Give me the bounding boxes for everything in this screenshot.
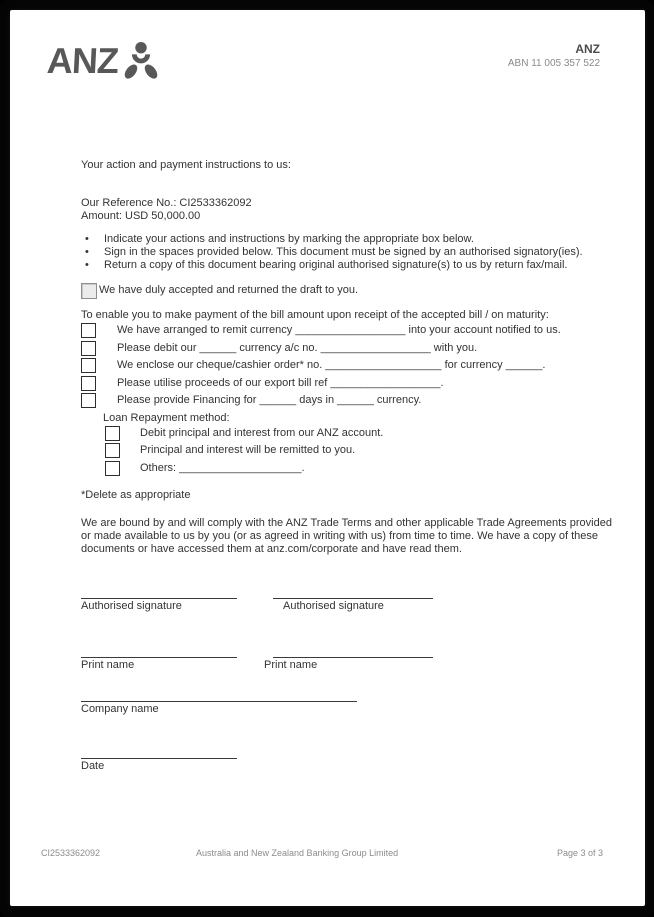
print-name-label: Print name xyxy=(264,659,318,671)
print-name-line[interactable] xyxy=(81,645,237,658)
bullet-item xyxy=(81,259,611,272)
company-name-label: Company name xyxy=(81,703,159,715)
instruction-bullets xyxy=(81,233,611,272)
accepted-option-row xyxy=(81,282,611,299)
signature-line[interactable] xyxy=(81,586,237,599)
print-name-1 xyxy=(81,645,237,672)
date-line[interactable] xyxy=(81,746,237,759)
abn-number: ABN 11 005 357 522 xyxy=(507,58,600,69)
loan-option-label: Others: ____________________. xyxy=(140,461,305,474)
bullet-text: Sign in the spaces provided below. This document must be signed by an authorised signatory(ies). xyxy=(104,246,583,258)
authorised-signature-1 xyxy=(81,586,237,613)
payment-option-label: Please provide Financing for ______ days in ______ currency. xyxy=(117,394,422,407)
anz-logo xyxy=(45,40,162,89)
loan-option-label: Debit principal and interest from our ANZ account. xyxy=(140,426,384,439)
date-block xyxy=(81,746,611,773)
amount-line: Amount: USD 50,000.00 xyxy=(81,210,201,222)
authorised-signature-row xyxy=(81,586,611,613)
bullet-text: Return a copy of this document bearing original authorised signature(s) to us by return fax/mail. xyxy=(104,259,568,271)
payment-option-label: Please debit our ______ currency a/c no. __________________ with you. xyxy=(117,341,478,354)
payment-option-checkbox[interactable] xyxy=(81,341,96,356)
signature-line[interactable] xyxy=(273,586,433,599)
footer-company: Australia and New Zealand Banking Group Limited xyxy=(196,848,399,858)
signature-label: Authorised signature xyxy=(81,600,182,612)
reference-number-line: Our Reference No.: CI2533362092 xyxy=(81,197,252,209)
loan-option-label: Principal and interest will be remitted to you. xyxy=(140,444,356,457)
bullet-icon: • xyxy=(85,233,89,245)
loan-option-row xyxy=(105,442,611,460)
loan-repayment-heading: Loan Repayment method: xyxy=(103,411,230,424)
intro-line: Your action and payment instructions to us: xyxy=(81,159,291,171)
payment-option-checkbox[interactable] xyxy=(81,393,96,408)
payment-option-label: Please utilise proceeds of our export bill ref __________________. xyxy=(117,376,444,389)
delete-note: *Delete as appropriate xyxy=(81,489,191,501)
bullet-icon: • xyxy=(85,259,89,271)
bullet-item xyxy=(81,233,611,246)
document-page xyxy=(10,10,645,906)
signature-label: Authorised signature xyxy=(283,600,384,612)
footer-reference: CI2533362092 xyxy=(41,848,101,858)
signature-block xyxy=(81,586,611,773)
payment-option-checkbox[interactable] xyxy=(81,376,96,391)
payment-section-heading: To enable you to make payment of the bill amount upon receipt of the accepted bill / on maturity: xyxy=(81,309,549,321)
terms-paragraph: We are bound by and will comply with the ANZ Trade Terms and other applicable Trade Agreements provided or made available to us by you (or as agreed in writing with us) from time to time. We have a copy of these documents or have accessed them at anz.com/corporate and have read them. xyxy=(81,517,612,555)
brand-name: ANZ xyxy=(575,42,600,56)
anz-person-icon xyxy=(120,39,162,89)
header-right-block xyxy=(508,43,600,70)
reference-block xyxy=(81,197,611,223)
payment-option-row xyxy=(81,392,611,410)
accepted-option-label: We have duly accepted and returned the draft to you. xyxy=(99,284,359,296)
print-name-line[interactable] xyxy=(273,645,433,658)
bullet-icon: • xyxy=(85,246,89,258)
loan-option-row xyxy=(105,425,611,443)
document-content xyxy=(81,102,611,773)
payment-option-row xyxy=(81,322,611,340)
print-name-2 xyxy=(264,645,443,672)
payment-option-label: We have arranged to remit currency __________________ into your account notified to us. xyxy=(117,324,561,337)
payment-option-row xyxy=(81,375,611,393)
print-name-label: Print name xyxy=(81,659,135,671)
payment-option-checkbox[interactable] xyxy=(81,358,96,373)
date-label: Date xyxy=(81,760,105,772)
loan-option-checkbox[interactable] xyxy=(105,426,120,441)
payment-option-row xyxy=(81,357,611,375)
bullet-item xyxy=(81,246,611,259)
page-footer xyxy=(10,848,645,862)
loan-option-checkbox[interactable] xyxy=(105,461,120,476)
company-name-line[interactable] xyxy=(81,689,357,702)
payment-option-checkbox[interactable] xyxy=(81,323,96,338)
footer-page-number: Page 3 of 3 xyxy=(556,848,603,858)
loan-option-row xyxy=(105,460,611,478)
loan-option-checkbox[interactable] xyxy=(105,443,120,458)
payment-option-label: We enclose our cheque/cashier order* no. ___________________ for currency ______. xyxy=(117,359,546,372)
print-name-row xyxy=(81,645,611,672)
page-header xyxy=(10,10,645,102)
bullet-text: Indicate your actions and instructions by marking the appropriate box below. xyxy=(104,233,474,245)
payment-option-row xyxy=(81,340,611,358)
accepted-checkbox[interactable] xyxy=(81,283,97,299)
anz-logo-wordmark: ANZ xyxy=(45,40,120,81)
authorised-signature-2 xyxy=(273,586,443,613)
company-name-block xyxy=(81,689,611,716)
